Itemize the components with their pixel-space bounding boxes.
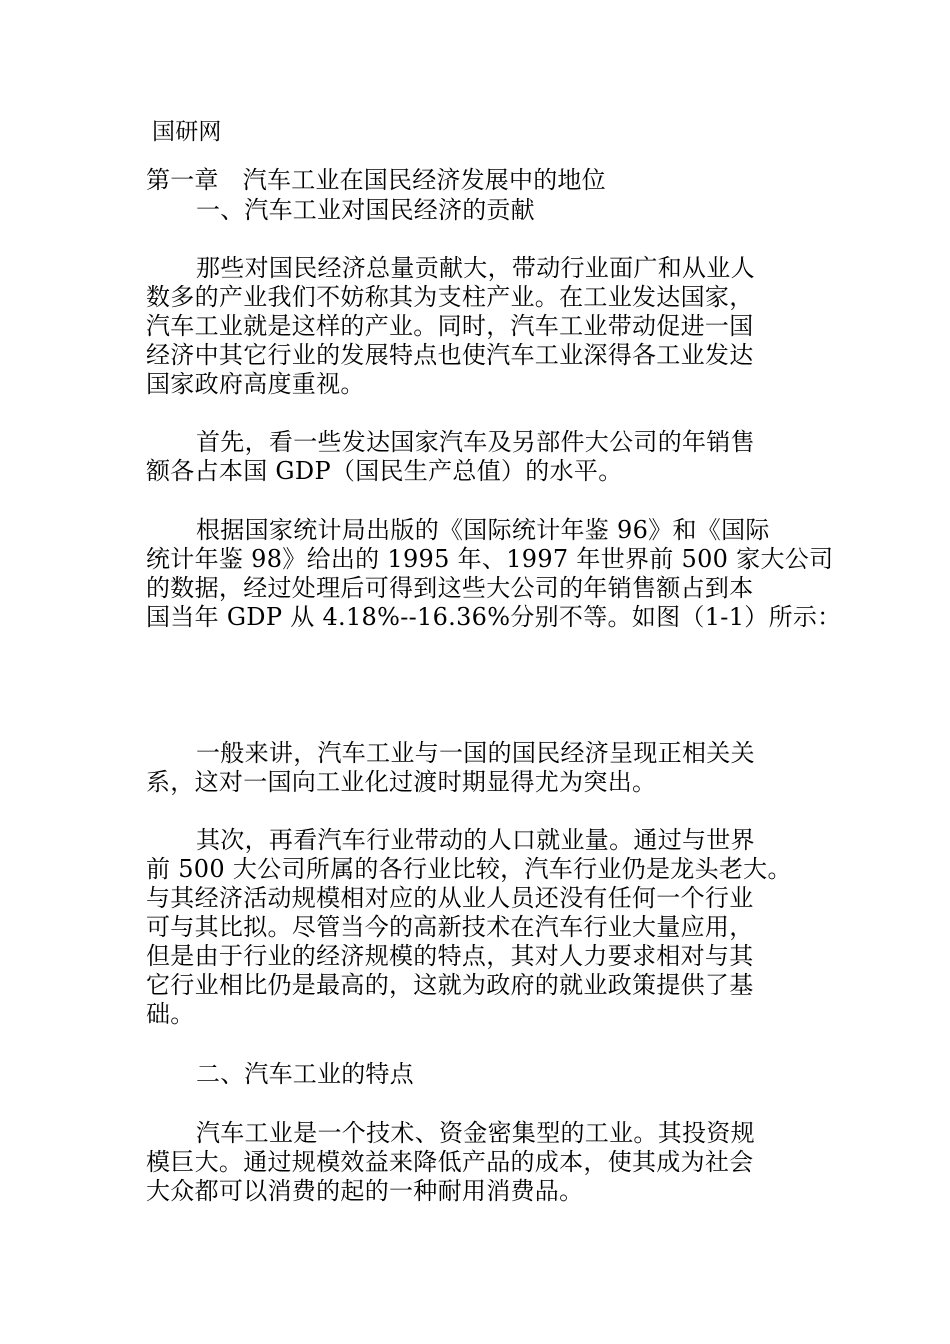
paragraph-line: 与其经济活动规模相对应的从业人员还没有任何一个行业	[146, 884, 754, 912]
paragraph-line: 经济中其它行业的发展特点也使汽车工业深得各工业发达	[146, 341, 754, 369]
paragraph-line: 础。	[146, 1000, 195, 1028]
paragraph-correlation	[146, 739, 816, 797]
paragraph-gdp-share	[146, 428, 816, 486]
paragraph-line: 的数据，经过处理后可得到这些大公司的年销售额占到本	[146, 574, 754, 602]
paragraph-line: 数多的产业我们不妨称其为支柱产业。在工业发达国家，	[146, 283, 754, 311]
paragraph-line: 系，这对一国向工业化过渡时期显得尤为突出。	[146, 768, 657, 796]
paragraph-line: 其次，再看汽车行业带动的人口就业量。通过与世界	[196, 826, 755, 854]
section-heading-contribution: 一、汽车工业对国民经济的贡献	[196, 196, 535, 224]
paragraph-line: 根据国家统计局出版的《国际统计年鉴 96》和《国际	[196, 516, 770, 544]
paragraph-line: 统计年鉴 98》给出的 1995 年、1997 年世界前 500 家大公司	[146, 545, 834, 573]
paragraph-line: 大众都可以消费的起的一种耐用消费品。	[146, 1177, 584, 1205]
paragraph-capital-intensive	[146, 1119, 816, 1206]
section-heading-characteristics: 二、汽车工业的特点	[196, 1060, 414, 1088]
chapter-title: 第一章 汽车工业在国民经济发展中的地位	[146, 166, 606, 194]
paragraph-line: 国家政府高度重视。	[146, 370, 365, 398]
paragraph-employment	[146, 826, 816, 1029]
paragraph-line: 额各占本国 GDP（国民生产总值）的水平。	[146, 457, 623, 485]
paragraph-pillar-industry	[146, 254, 816, 399]
paragraph-line: 汽车工业就是这样的产业。同时，汽车工业带动促进一国	[146, 312, 754, 340]
paragraph-statistics-source	[146, 516, 842, 632]
paragraph-line: 首先，看一些发达国家汽车及另部件大公司的年销售	[196, 428, 755, 456]
paragraph-line: 它行业相比仍是最高的，这就为政府的就业政策提供了基	[146, 971, 754, 999]
paragraph-line: 汽车工业是一个技术、资金密集型的工业。其投资规	[196, 1119, 755, 1147]
site-name: 国研网	[152, 119, 222, 145]
paragraph-line: 前 500 大公司所属的各行业比较，汽车行业仍是龙头老大。	[146, 855, 792, 883]
paragraph-line: 那些对国民经济总量贡献大，带动行业面广和从业人	[196, 254, 755, 282]
paragraph-line: 国当年 GDP 从 4.18%--16.36%分别不等。如图（1-1）所示：	[146, 603, 842, 631]
paragraph-line: 可与其比拟。尽管当今的高新技术在汽车行业大量应用，	[146, 913, 754, 941]
paragraph-line: 模巨大。通过规模效益来降低产品的成本，使其成为社会	[146, 1148, 754, 1176]
paragraph-line: 但是由于行业的经济规模的特点，其对人力要求相对与其	[146, 942, 754, 970]
paragraph-line: 一般来讲，汽车工业与一国的国民经济呈现正相关关	[196, 739, 755, 767]
